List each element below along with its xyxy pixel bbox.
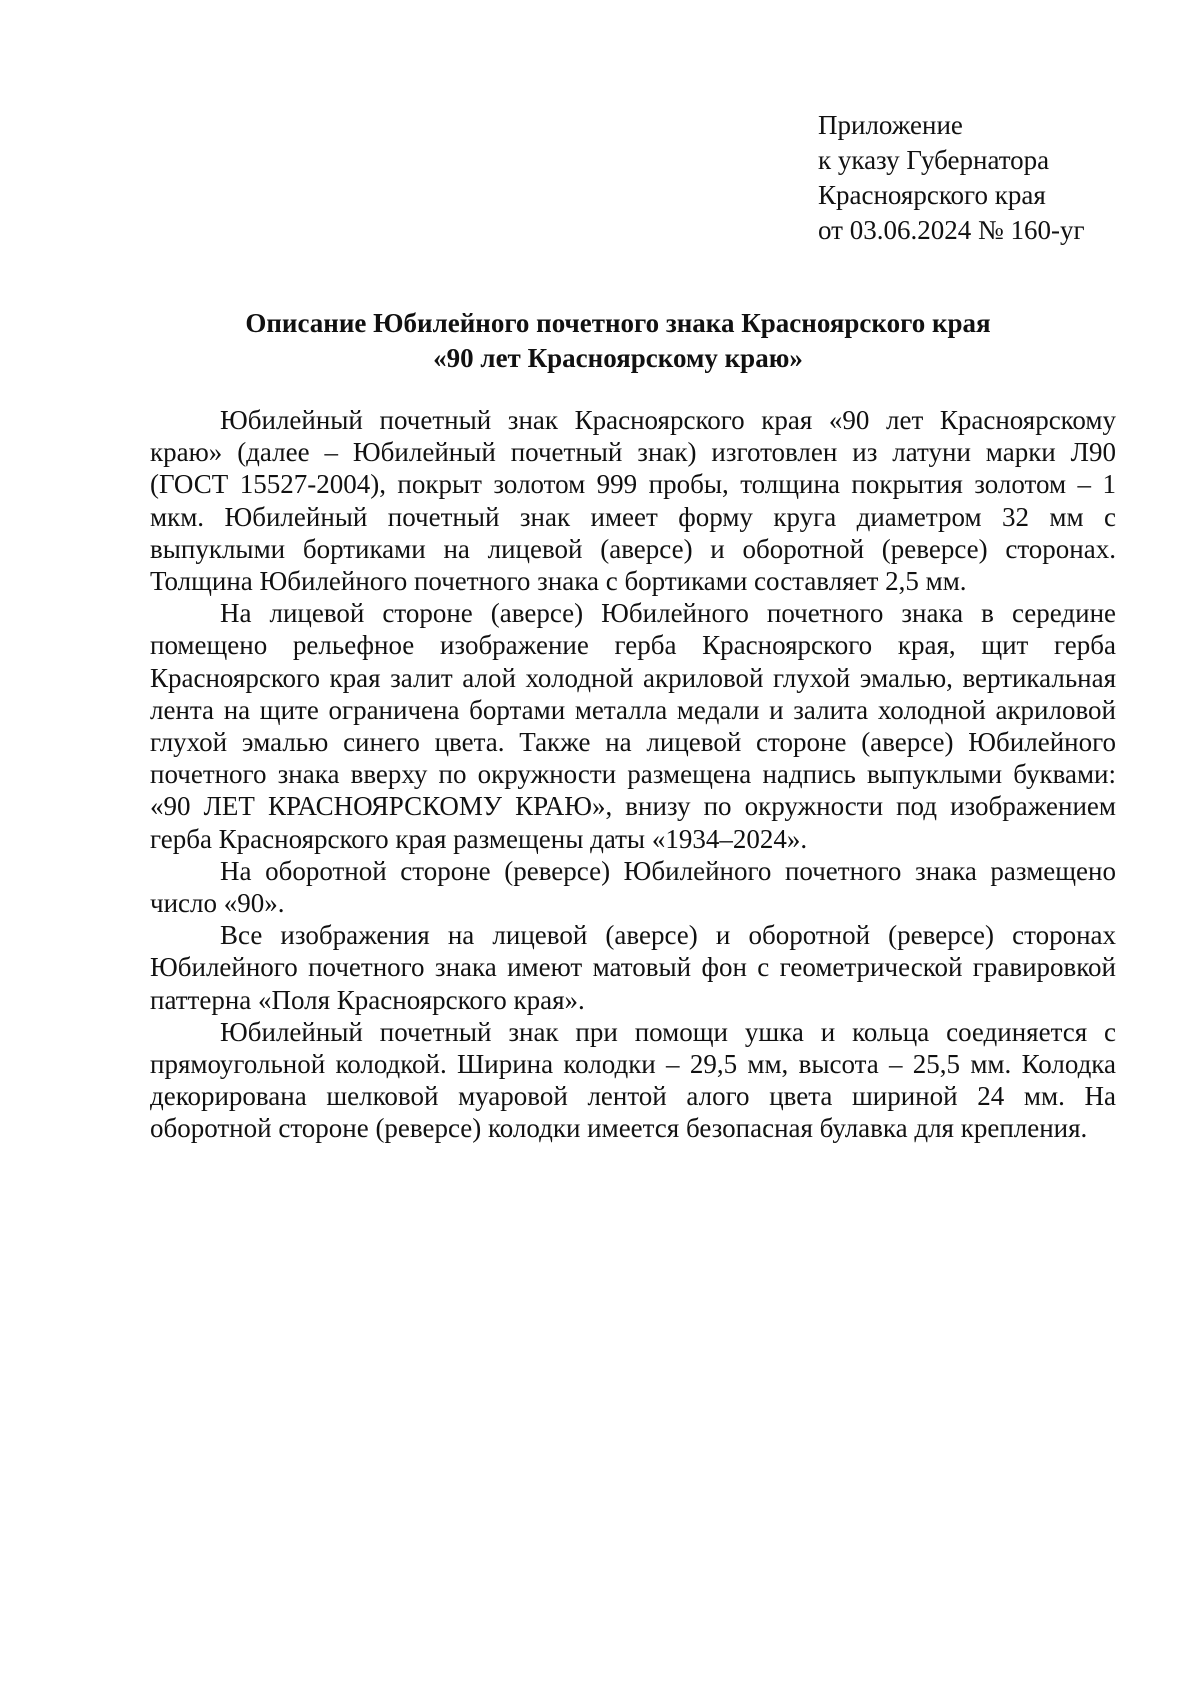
- appendix-decree: к указу Губернатора: [818, 145, 1050, 175]
- appendix-block: [818, 108, 1158, 248]
- paragraph-reverse: На оборотной стороне (реверсе) Юбилейного почетного знака размещено число «90».: [150, 855, 1116, 919]
- document-title: [150, 306, 1086, 376]
- appendix-region: Красноярского края: [818, 180, 1046, 210]
- appendix-heading: Приложение: [818, 110, 963, 140]
- title-line-2: «90 лет Красноярскому краю»: [433, 343, 803, 373]
- paragraph-obverse: На лицевой стороне (аверсе) Юбилейного почетного знака в середине помещено рельефное изображение герба Красноярского края, щит герба Красноярского края залит алой холодной акриловой глухой эмалью, вертикальная лента на щите ограничена бортами металла медали и залита холодной акриловой глухой эмалью синего цвета. Также на лицевой стороне (аверсе) Юбилейного почетного знака вверху по окружности размещена надпись выпуклыми буквами: «90 ЛЕТ КРАСНОЯРСКОМУ КРАЮ», внизу по окружности под изображением герба Красноярского края размещены даты «1934–2024».: [150, 598, 1116, 854]
- appendix-date-number: от 03.06.2024 № 160-уг: [818, 215, 1085, 245]
- paragraph-mount: Юбилейный почетный знак при помощи ушка и кольца соединяется с прямоугольной колодкой. Ширина колодки – 29,5 мм, высота – 25,5 мм. Колодка декорирована шелковой муаровой лентой алого цвета шириной 24 мм. На оборотной стороне (реверсе) колодки имеется безопасная булавка для крепления.: [150, 1016, 1116, 1144]
- document-body: [150, 404, 1116, 1145]
- title-line-1: Описание Юбилейного почетного знака Красноярского края: [245, 308, 991, 338]
- paragraph-background: Все изображения на лицевой (аверсе) и оборотной (реверсе) сторонах Юбилейного почетного знака имеют матовый фон с геометрической гравировкой паттерна «Поля Красноярского края».: [150, 920, 1116, 1015]
- paragraph-material: Юбилейный почетный знак Красноярского края «90 лет Красноярскому краю» (далее – Юбилейный почетный знак) изготовлен из латуни марки Л90 (ГОСТ 15527-2004), покрыт золотом 999 пробы, толщина покрытия золотом – 1 мкм. Юбилейный почетный знак имеет форму круга диаметром 32 мм с выпуклыми бортиками на лицевой (аверсе) и оборотной (реверсе) сторонах. Толщина Юбилейного почетного знака с бортиками составляет 2,5 мм.: [150, 405, 1116, 597]
